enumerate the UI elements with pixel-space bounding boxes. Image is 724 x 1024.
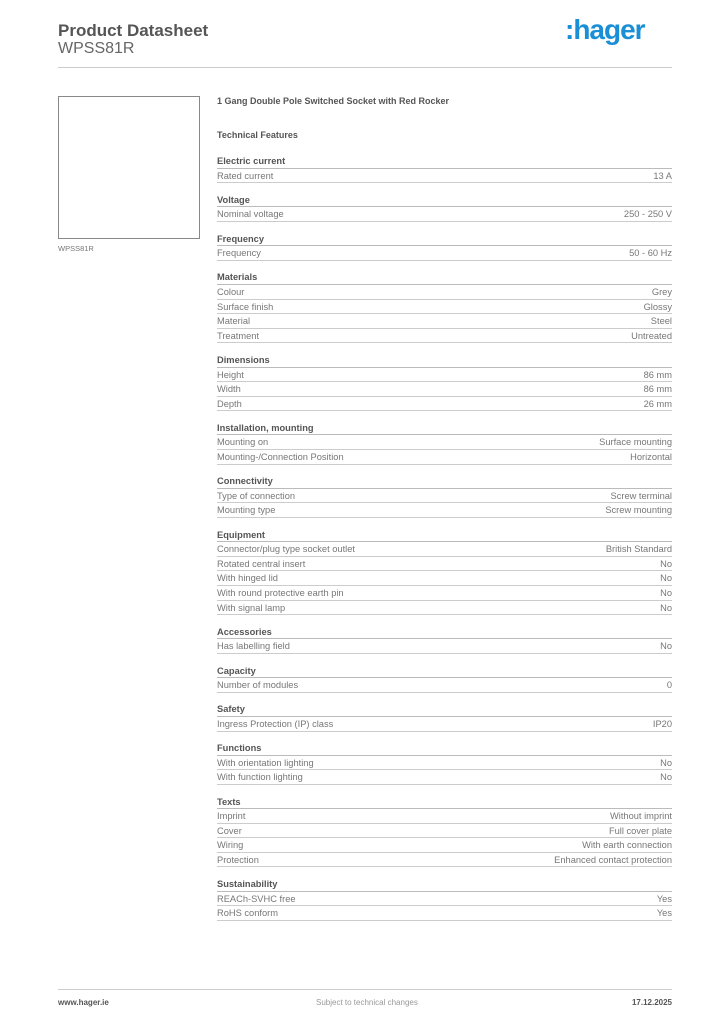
table-row	[217, 639, 672, 654]
table-row	[217, 397, 672, 412]
table-row	[217, 542, 672, 557]
table-row	[217, 853, 672, 868]
table-row	[217, 678, 672, 693]
spec-label: Height	[217, 369, 244, 380]
spec-value: British Standard	[605, 544, 672, 555]
group-title: Voltage	[217, 193, 672, 208]
spec-value: 50 - 60 Hz	[629, 248, 672, 259]
spec-group	[217, 741, 672, 785]
spec-value: 86 mm	[643, 369, 672, 380]
spec-label: Wiring	[217, 840, 244, 851]
spec-value: Full cover plate	[608, 825, 672, 836]
group-title: Electric current	[217, 154, 672, 169]
spec-value: With earth connection	[582, 840, 672, 851]
table-row	[217, 329, 672, 344]
table-row	[217, 300, 672, 315]
table-row	[217, 450, 672, 465]
spec-value: Screw terminal	[610, 490, 672, 501]
spec-group	[217, 664, 672, 693]
spec-label: Surface finish	[217, 301, 274, 312]
product-code: WPSS81R	[58, 40, 135, 57]
spec-group	[217, 193, 672, 222]
table-row	[217, 717, 672, 732]
spec-value: No	[660, 558, 672, 569]
table-row	[217, 838, 672, 853]
footer-divider	[58, 989, 672, 990]
table-row	[217, 503, 672, 518]
spec-group	[217, 232, 672, 261]
spec-label: With orientation lighting	[217, 757, 314, 768]
spec-value: 26 mm	[643, 398, 672, 409]
spec-value: 250 - 250 V	[623, 209, 672, 220]
spec-group	[217, 474, 672, 518]
group-title: Safety	[217, 702, 672, 717]
spec-value: Glossy	[643, 301, 672, 312]
group-title: Functions	[217, 741, 672, 756]
image-caption: WPSS81R	[58, 244, 94, 253]
spec-group	[217, 270, 672, 343]
group-title: Dimensions	[217, 353, 672, 368]
spec-table	[217, 154, 672, 930]
spec-group	[217, 702, 672, 731]
spec-label: With signal lamp	[217, 602, 286, 613]
group-title: Sustainability	[217, 877, 672, 892]
footer-website[interactable]: www.hager.ie	[58, 998, 109, 1007]
spec-group	[217, 625, 672, 654]
spec-group	[217, 154, 672, 183]
table-row	[217, 601, 672, 616]
group-title: Connectivity	[217, 474, 672, 489]
group-title: Texts	[217, 795, 672, 810]
table-row	[217, 824, 672, 839]
group-title: Frequency	[217, 232, 672, 247]
spec-value: Untreated	[631, 330, 672, 341]
spec-value: No	[660, 602, 672, 613]
spec-value: Steel	[650, 316, 672, 327]
spec-value: No	[660, 588, 672, 598]
table-row	[217, 169, 672, 184]
spec-value: IP20	[652, 718, 672, 729]
spec-label: Imprint	[217, 811, 246, 822]
spec-value: No	[660, 573, 672, 584]
spec-label: Rated current	[217, 170, 274, 181]
spec-value: Screw mounting	[605, 505, 672, 516]
table-row	[217, 906, 672, 921]
spec-group	[217, 353, 672, 411]
footer-date: 17.12.2025	[631, 998, 672, 1007]
spec-label: RoHS conform	[217, 908, 278, 919]
spec-value: Horizontal	[630, 452, 672, 463]
page-title: Product Datasheet	[58, 21, 209, 40]
spec-label: Mounting on	[217, 437, 269, 448]
spec-group	[217, 795, 672, 868]
spec-value: Grey	[651, 286, 672, 297]
spec-label: Colour	[217, 286, 245, 297]
table-row	[217, 382, 672, 397]
table-row	[217, 489, 672, 504]
spec-label: With hinged lid	[217, 573, 278, 584]
spec-label: Depth	[217, 398, 242, 409]
spec-value: 86 mm	[643, 384, 672, 395]
product-image	[58, 96, 200, 239]
spec-label: Frequency	[217, 248, 261, 259]
group-title: Installation, mounting	[217, 421, 672, 436]
table-row	[217, 756, 672, 771]
spec-label: Nominal voltage	[217, 209, 284, 220]
spec-value: Enhanced contact protection	[554, 854, 672, 865]
hager-logo: :hager	[565, 14, 645, 45]
spec-label: Material	[217, 316, 251, 327]
spec-label: REACh-SVHC free	[217, 893, 296, 904]
product-name: 1 Gang Double Pole Switched Socket with Red Rocker	[217, 96, 450, 106]
spec-value: Without imprint	[610, 811, 672, 822]
spec-label: With round protective earth pin	[217, 588, 344, 598]
spec-group	[217, 528, 672, 616]
table-row	[217, 770, 672, 785]
table-row	[217, 314, 672, 329]
group-title: Accessories	[217, 625, 672, 640]
table-row	[217, 435, 672, 450]
table-row	[217, 571, 672, 586]
section-title: Technical Features	[217, 130, 298, 140]
spec-value: No	[660, 757, 672, 768]
spec-value: Surface mounting	[599, 437, 672, 448]
spec-group	[217, 421, 672, 465]
table-row	[217, 557, 672, 572]
footer-notice: Subject to technical changes	[316, 998, 418, 1007]
group-title: Materials	[217, 270, 672, 285]
spec-label: Has labelling field	[217, 641, 290, 652]
spec-label: With function lighting	[217, 772, 303, 783]
spec-label: Mounting type	[217, 505, 276, 516]
spec-value: 0	[666, 680, 672, 691]
spec-label: Number of modules	[217, 680, 299, 691]
spec-group	[217, 877, 672, 921]
spec-value: 13 A	[653, 170, 672, 181]
table-row	[217, 892, 672, 907]
spec-label: Cover	[217, 825, 242, 836]
spec-value: Yes	[656, 908, 672, 919]
spec-label: Rotated central insert	[217, 558, 306, 569]
spec-value: No	[660, 772, 672, 783]
group-title: Capacity	[217, 664, 672, 679]
table-row	[217, 207, 672, 222]
spec-label: Type of connection	[217, 490, 296, 501]
table-row	[217, 368, 672, 383]
header-divider	[58, 67, 672, 68]
spec-label: Mounting-/Connection Position	[217, 452, 344, 463]
spec-value: Yes	[656, 893, 672, 904]
table-row	[217, 809, 672, 824]
spec-value: No	[660, 641, 672, 652]
table-row	[217, 285, 672, 300]
table-row	[217, 246, 672, 261]
spec-label: Connector/plug type socket outlet	[217, 544, 355, 555]
group-title: Equipment	[217, 528, 672, 543]
spec-label: Width	[217, 384, 241, 395]
spec-label: Treatment	[217, 330, 260, 341]
spec-label: Ingress Protection (IP) class	[217, 718, 334, 729]
spec-label: Protection	[217, 854, 259, 865]
table-row	[217, 586, 672, 601]
